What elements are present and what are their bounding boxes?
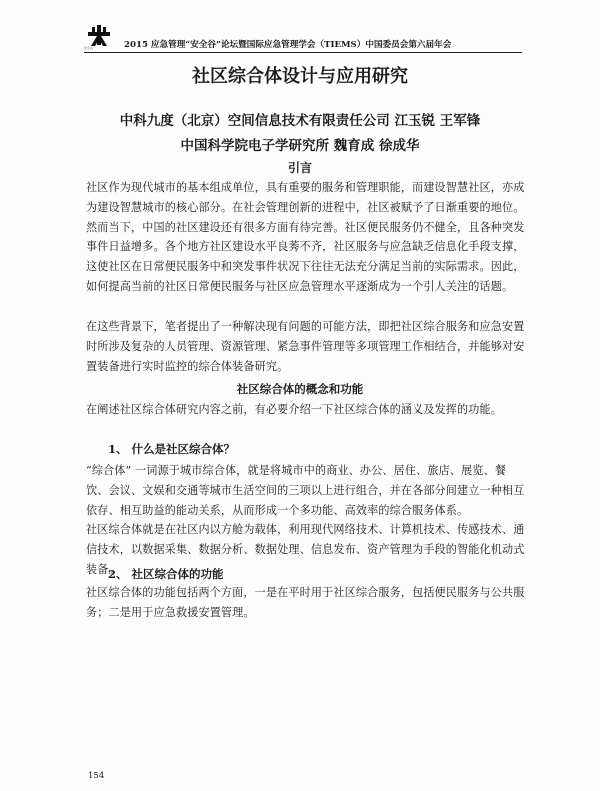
intro-heading: 引言	[287, 161, 312, 175]
subsection-1-paragraph-2: 社区综合体就是在社区内以方舱为载体，利用现代网络技术、计算机技术、传感技术、通信技术，以数据采集、数据分析、数据处理、信息发布、资产管理为手段的智能化机动式装备。	[86, 523, 525, 576]
subsection-1-paragraph-1: “综合体” 一词源于城市综合体，就是将城市中的商业、办公、居住、旅店、展览、餐饮、会议、文娱和交通等城市生活空间的三项以上进行组合，并在各部分间建立一种相互依存、相互助益的能动关系，从而形成一个多功能、高效率的综合服务体系。	[86, 464, 525, 517]
intro-paragraph-2: 在这些背景下，笔者提出了一种解决现有问题的可能方法，即把社区综合服务和应急安置时所涉及复杂的人员管理、资源管理、紧急事件管理等多项管理工作相结合，并能够对安置装备进行实时监控的综合体装备研究。	[86, 320, 525, 373]
section-paragraph-1: 在阐述社区综合体研究内容之前，有必要介绍一下社区综合体的涵义及发挥的功能。	[86, 403, 503, 416]
page-number: 154	[88, 771, 105, 781]
author-line-1: 中科九度（北京）空间信息技术有限责任公司 江玉锐 王军锋	[119, 113, 481, 129]
subsection-2-heading: 2、 社区综合体的功能	[108, 567, 224, 581]
subsection-1-heading: 1、 什么是社区综合体？	[108, 442, 236, 456]
intro-paragraph-1: 社区作为现代城市的基本组成单位，具有重要的服务和管理职能，而建设智慧社区，亦成为建设智慧城市的核心部分。在社会管理创新的进程中，社区被赋予了日渐重要的地位。然而当下，中国的社区建设还有很多方面有待完善。社区便民服务仍不健全，且各种突发事件日益增多。各个地方社区建设水平良莠不齐，社区服务与应急缺乏信息化手段支撑，这使社区在日常便民服务中和突发事件状况下往往无法充分满足当前的实际需求。因此，如何提高当前的社区日常便民服务与社区应急管理水平逐渐成为一个引人关注的话题。	[86, 181, 525, 293]
paper-title: 社区综合体设计与应用研究	[192, 66, 408, 87]
subsection-2-paragraph-1: 社区综合体的功能包括两个方面，一是在平时用于社区综合服务，包括便民服务与公共服务；二是用于应急救援安置管理。	[86, 586, 525, 619]
conference-title: 2015 应急管理“安全谷”论坛暨国际应急管理学会（TIEMS）中国委员会第六届年会	[124, 40, 452, 50]
running-header	[84, 24, 522, 54]
logo-text: 安全谷	[84, 46, 94, 50]
header-rule	[84, 52, 522, 53]
section-heading: 社区综合体的概念和功能	[236, 382, 364, 396]
author-line-2: 中国科学院电子学研究所 魏育成 徐成华	[180, 138, 420, 154]
